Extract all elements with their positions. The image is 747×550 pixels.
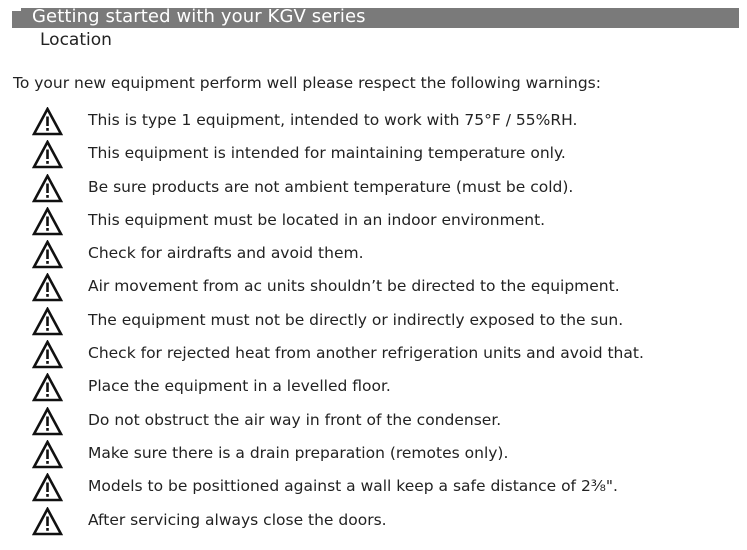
warning-item xyxy=(0,104,747,137)
warning-triangle-icon xyxy=(32,407,63,436)
warning-triangle-icon xyxy=(32,340,63,369)
warning-triangle-icon xyxy=(32,507,63,536)
intro-text: To your new equipment perform well please respect the following warnings: xyxy=(13,74,601,92)
warning-text: This equipment is intended for maintaining temperature only. xyxy=(88,144,566,163)
warning-text: Place the equipment in a levelled floor. xyxy=(88,377,391,396)
warning-item xyxy=(0,304,747,337)
warning-text: Check for airdrafts and avoid them. xyxy=(88,244,364,263)
header-bar xyxy=(12,8,739,28)
warning-item xyxy=(0,171,747,204)
warning-item xyxy=(0,370,747,403)
warning-triangle-icon xyxy=(32,373,63,402)
warning-triangle-icon xyxy=(32,273,63,302)
warning-triangle-icon xyxy=(32,140,63,169)
warning-item xyxy=(0,337,747,370)
warning-text: Make sure there is a drain preparation (remotes only). xyxy=(88,443,509,462)
warning-triangle-icon xyxy=(32,174,63,203)
warning-text: This is type 1 equipment, intended to work with 75°F / 55%RH. xyxy=(88,111,578,129)
warning-item xyxy=(0,137,747,170)
warning-text: The equipment must not be directly or indirectly exposed to the sun. xyxy=(88,310,624,329)
warning-item xyxy=(0,470,747,503)
warning-item xyxy=(0,237,747,270)
warning-text: Models to be posittioned against a wall keep a safe distance of 2³⁄₈". xyxy=(88,477,618,496)
section-title: Location xyxy=(40,30,112,50)
warning-triangle-icon xyxy=(32,307,63,336)
warnings-list xyxy=(0,104,747,537)
warning-triangle-icon xyxy=(32,107,63,136)
warning-triangle-icon xyxy=(32,473,63,502)
warning-text: Be sure products are not ambient temperature (must be cold). xyxy=(88,177,574,196)
warning-triangle-icon xyxy=(32,240,63,269)
warning-item xyxy=(0,204,747,237)
warning-text: Do not obstruct the air way in front of the condenser. xyxy=(88,410,502,429)
warning-triangle-icon xyxy=(32,207,63,236)
warning-item xyxy=(0,270,747,303)
page-title: Getting started with your KGV series xyxy=(32,6,366,27)
warning-triangle-icon xyxy=(32,440,63,469)
warning-text: After servicing always close the doors. xyxy=(88,510,387,529)
warning-item xyxy=(0,404,747,437)
warning-text: Check for rejected heat from another refrigeration units and avoid that. xyxy=(88,344,644,363)
warning-item xyxy=(0,504,747,537)
warning-item xyxy=(0,437,747,470)
warning-text: This equipment must be located in an indoor environment. xyxy=(88,210,546,229)
header-notch xyxy=(12,8,21,11)
warning-text: Air movement from ac units shouldn’t be directed to the equipment. xyxy=(88,277,620,296)
